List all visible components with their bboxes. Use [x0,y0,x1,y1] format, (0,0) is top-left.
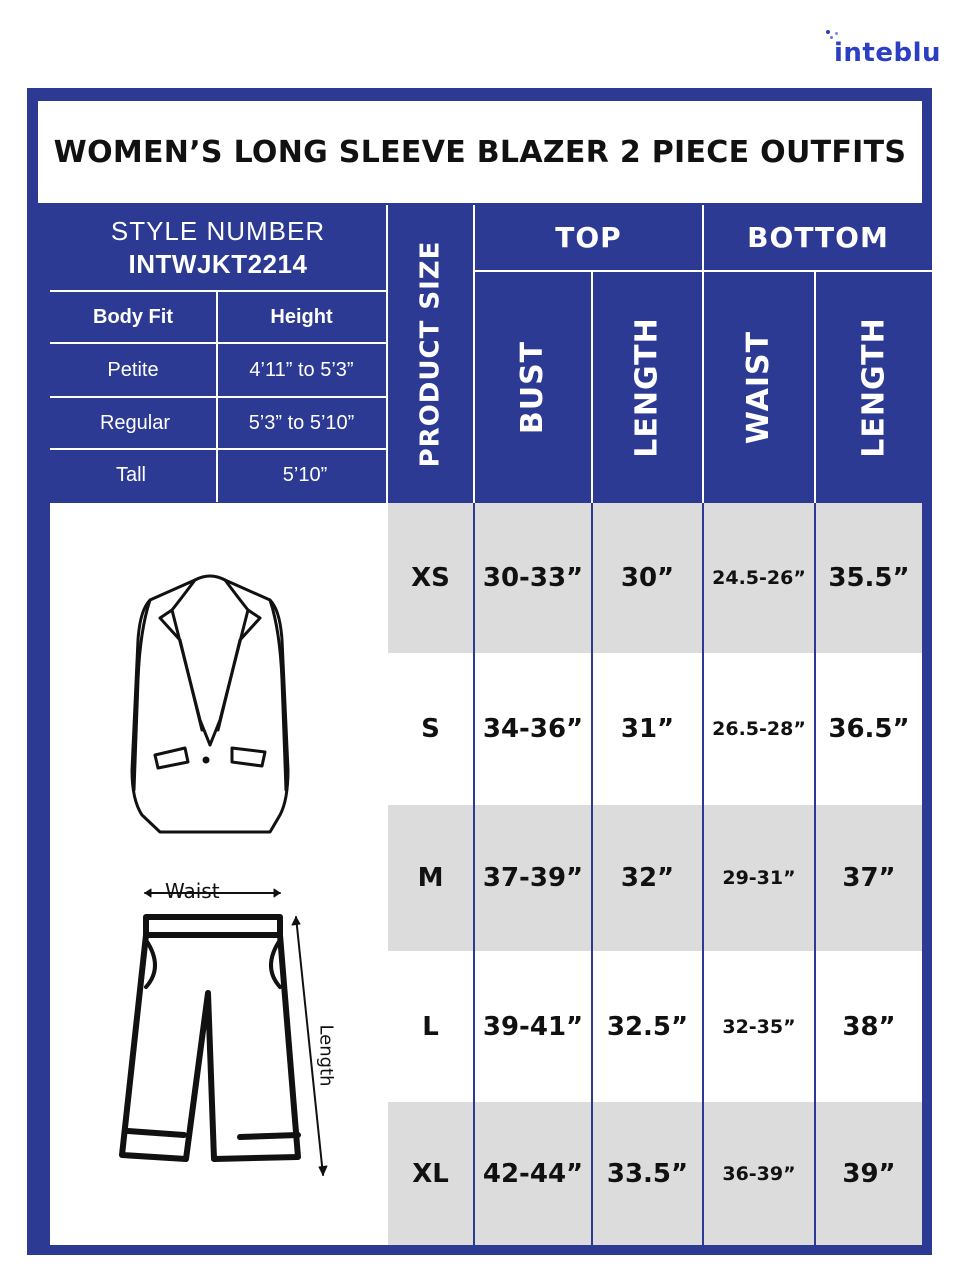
column-label-top-length: LENGTH [630,316,666,458]
bust-cell: 42-44” [482,1158,584,1189]
fit-header-height: Height [270,305,333,328]
bust-cell: 34-36” [482,714,584,744]
top-length-cell: 32” [620,863,675,893]
divider [814,503,816,1245]
divider [591,503,593,1245]
page-title: WOMEN’S LONG SLEEVE BLAZER 2 PIECE OUTFITS [53,134,907,170]
top-length-cell: 30” [620,563,675,593]
product-size-header [388,205,473,502]
size-cell: S [421,714,440,744]
fit-row-regular-height: 5’3” to 5’10” [248,411,355,434]
pants-length-text: Length [315,1023,337,1087]
column-header-waist [704,272,814,502]
fit-row-regular-label: Regular [99,411,171,434]
bottom-length-cell: 36.5” [828,714,910,744]
top-length-cell: 31” [620,714,675,744]
product-size-label: PRODUCT SIZE [415,240,446,467]
bust-cell: 37-39” [482,863,584,893]
top-length-cell: 32.5” [606,1011,689,1042]
bottom-length-cell: 37” [842,863,896,893]
waist-cell: 29-31” [722,867,796,889]
divider [216,292,218,502]
pants-waist-label: Waist [165,879,220,903]
group-header-top: TOP [555,221,622,254]
pants-length-label [306,1020,346,1090]
divider [702,503,704,1245]
fit-row-petite-label: Petite [107,358,159,381]
bust-cell: 30-33” [482,563,584,593]
divider [473,503,475,1245]
size-cell: M [417,863,444,893]
logo-dot-icon [826,30,830,34]
style-number-value: INTWJKT2214 [128,249,308,279]
waist-cell: 36-39” [722,1162,796,1185]
logo-dot-icon [835,32,838,35]
bottom-length-cell: 39” [842,1158,896,1189]
top-length-cell: 33.5” [606,1158,689,1189]
style-number-label: STYLE NUMBER [110,216,326,246]
group-header-bottom: BOTTOM [747,221,889,254]
waist-cell: 24.5-26” [712,567,806,589]
fit-row-tall-height: 5’10” [282,463,328,486]
size-cell: XS [411,563,450,593]
waist-cell: 26.5-28” [712,718,806,740]
column-header-bust [475,272,591,502]
column-header-bottom-length [816,272,932,502]
size-cell: L [422,1011,439,1042]
bottom-length-cell: 35.5” [828,563,910,593]
brand-logo-text: inteblu [834,38,942,68]
waist-cell: 32-35” [722,1015,796,1038]
fit-row-petite-height: 4’11” to 5’3” [249,358,354,381]
column-label-bust: BUST [515,340,551,434]
fit-header-body-fit: Body Fit [93,305,173,328]
fit-row-tall-label: Tall [115,463,146,486]
blazer-icon [120,570,300,840]
size-cell: XL [412,1158,449,1189]
style-number-box [50,205,386,291]
column-label-bottom-length: LENGTH [856,316,892,458]
bust-cell: 39-41” [482,1011,584,1042]
logo-dot-icon [830,36,833,39]
column-label-waist: WAIST [741,330,777,444]
bottom-length-cell: 38” [842,1011,896,1042]
column-header-top-length [593,272,702,502]
